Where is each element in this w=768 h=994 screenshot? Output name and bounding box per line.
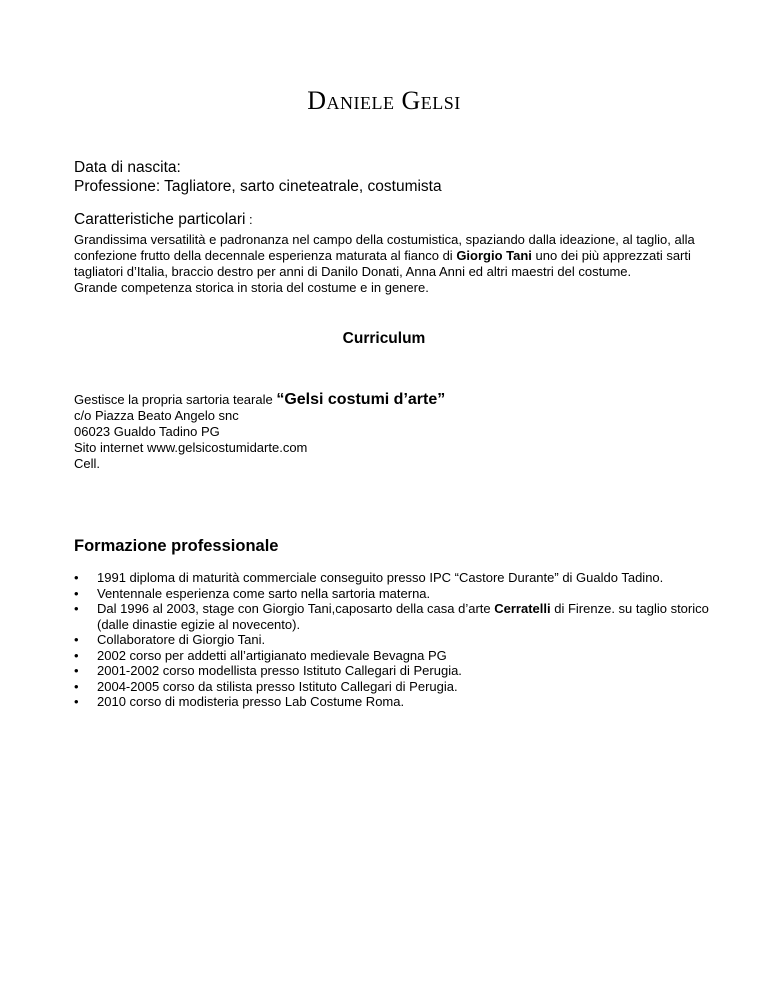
bullet-icon: • (74, 663, 79, 678)
list-item-text: Dal 1996 al 2003, stage con Giorgio Tani,caposarto della casa d’arte (97, 601, 495, 616)
list-item-text: Ventennale esperienza come sarto nella sartoria materna. (97, 585, 431, 601)
bullet-icon: • (74, 632, 79, 647)
bullet-icon: • (74, 601, 79, 616)
profession-line: Professione: Tagliatore, sarto cineteatrale, costumista (74, 178, 442, 195)
characteristics-heading-text: Caratteristiche particolari (74, 211, 246, 228)
list-item-text: 2001-2002 corso modellista presso Istituto Callegari di Perugia. (97, 663, 462, 678)
formation-title: Formazione professionale (74, 537, 279, 555)
list-item-text: 2010 corso di modisteria presso Lab Costume Roma. (97, 694, 405, 709)
characteristics-heading (74, 210, 714, 229)
bullet-icon: • (74, 647, 79, 663)
workshop-website: Sito internet www.gelsicostumidarte.com (74, 440, 308, 455)
characteristics-text-last: Grande competenza storica in storia del costume e in genere. (74, 280, 429, 295)
workshop-intro-line (74, 392, 714, 408)
workshop-cell: Cell. (74, 456, 101, 471)
list-item (74, 663, 714, 679)
bullet-icon: • (74, 678, 79, 694)
personal-info (74, 158, 714, 196)
list-item (74, 648, 714, 664)
workshop-info (74, 392, 714, 472)
list-item (74, 570, 714, 586)
bullet-icon: • (74, 570, 79, 585)
list-item-text: 2002 corso per addetti all’artigianato medievale Bevagna PG (97, 647, 447, 663)
characteristics-heading-colon: : (245, 212, 253, 227)
list-item-text-after: di Firenze. su taglio storico (dalle dinastie egizie al novecento). (97, 601, 709, 632)
bullet-icon: • (74, 585, 79, 601)
workshop-address-1: c/o Piazza Beato Angelo snc (74, 408, 239, 423)
characteristics-text-after: uno dei più apprezzati sarti tagliatori d’Italia, braccio destro per anni di Danilo Donati, Anna Anni ed altri maestri del costume. (74, 248, 691, 279)
workshop-brand: “Gelsi costumi d’arte” (276, 391, 446, 408)
person-name: Daniele Gelsi (307, 86, 461, 115)
bullet-icon: • (74, 694, 79, 709)
workshop-intro: Gestisce la propria sartoria tearale (74, 392, 277, 407)
characteristics-text (74, 232, 704, 296)
list-item (74, 632, 714, 648)
characteristics-bold-name: Giorgio Tani (456, 248, 532, 263)
list-item-text: 1991 diploma di maturità commerciale conseguito presso IPC “Castore Durante” di Gualdo Tadino. (97, 570, 664, 585)
list-item (74, 694, 714, 710)
list-item (74, 679, 714, 695)
list-item-bold: Cerratelli (494, 601, 551, 616)
list-item (74, 586, 714, 602)
list-item-text: 2004-2005 corso da stilista presso Istituto Callegari di Perugia. (97, 678, 458, 694)
birth-date-line: Data di nascita: (74, 159, 181, 176)
formation-list (74, 570, 714, 710)
curriculum-title: Curriculum (342, 330, 426, 347)
list-item-text: Collaboratore di Giorgio Tani. (97, 632, 266, 647)
workshop-address-2: 06023 Gualdo Tadino PG (74, 424, 220, 439)
list-item (74, 601, 714, 632)
characteristics-text-before: Grandissima versatilità e padronanza nel campo della costumistica, spaziando dalla ideazione, al taglio, alla confezione frutto della decennale esperienza maturata al fianco di (74, 232, 695, 263)
